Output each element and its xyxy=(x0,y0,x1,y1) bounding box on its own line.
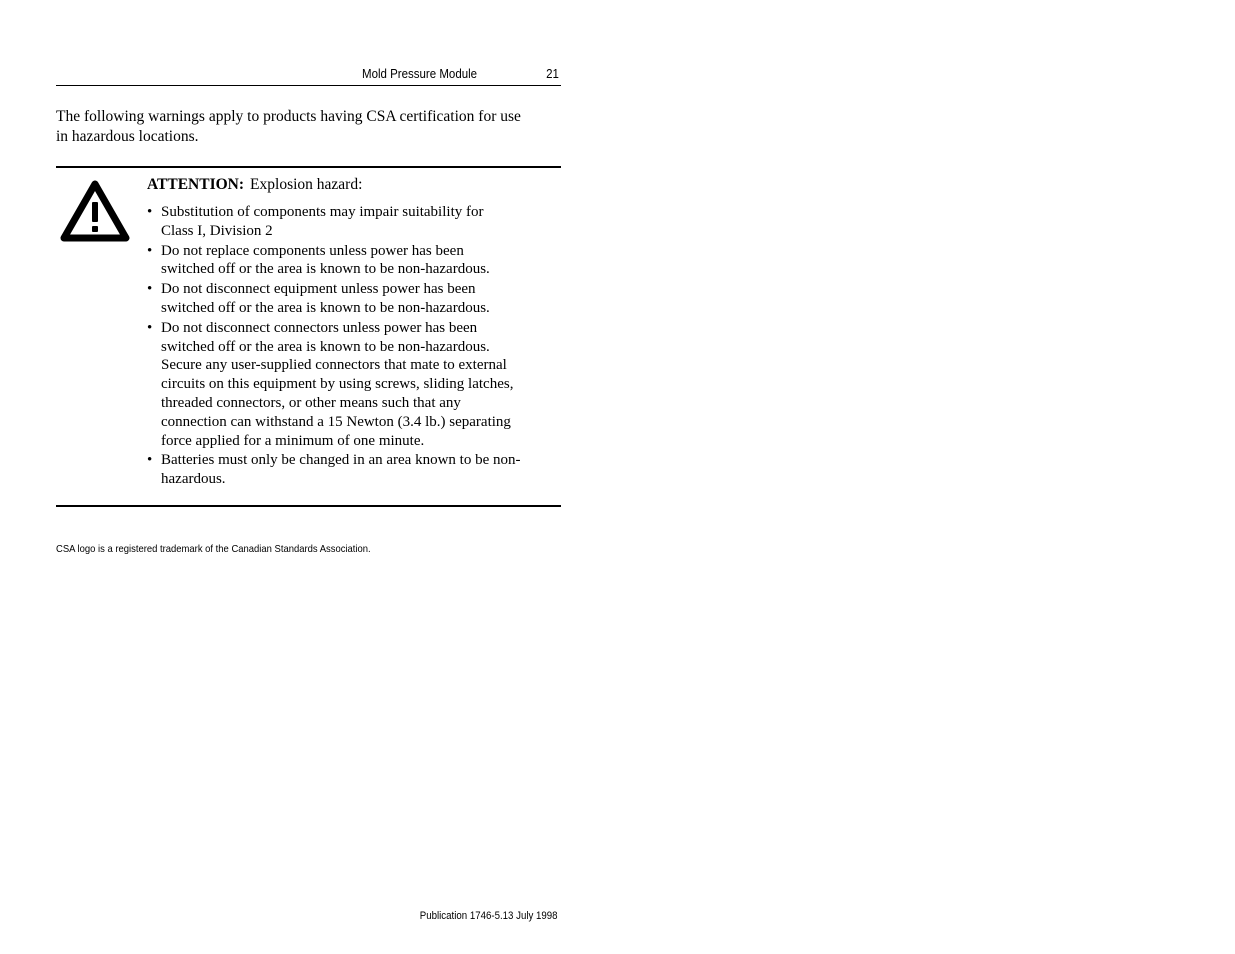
intro-line: in hazardous locations. xyxy=(56,128,199,145)
warning-item xyxy=(147,319,561,451)
warning-item xyxy=(147,280,561,318)
warning-line: hazardous. xyxy=(161,471,226,488)
attention-label: ATTENTION: xyxy=(147,176,245,193)
intro-paragraph xyxy=(56,107,566,147)
publication-info: Publication 1746-5.13 July 1998 xyxy=(420,910,558,922)
warning-line: • Substitution of components may impair suitability for xyxy=(161,204,484,220)
warning-line: force applied for a minimum of one minute. xyxy=(161,432,425,449)
warning-triangle-icon xyxy=(60,176,130,246)
footnote: CSA logo is a registered trademark of the Canadian Standards Association. xyxy=(56,543,371,555)
page-header xyxy=(56,62,561,86)
warning-line: Secure any user-supplied connectors that mate to external xyxy=(161,357,507,374)
warning-line: threaded connectors, or other means such that any xyxy=(161,394,461,411)
warning-line: switched off or the area is known to be non-hazardous. xyxy=(161,261,490,278)
warning-line: connection can withstand a 15 Newton (3.4 lb.) separating xyxy=(161,413,511,430)
attention-title: Explosion hazard: xyxy=(250,176,363,193)
warning-line: • Do not disconnect equipment unless power has been xyxy=(161,281,476,298)
attention-heading xyxy=(147,176,362,194)
intro-line: The following warnings apply to products having CSA certification for use xyxy=(56,108,521,125)
warning-item xyxy=(147,451,561,489)
header-title: Mold Pressure Module xyxy=(361,67,477,81)
warning-line: switched off or the area is known to be non-hazardous. xyxy=(161,299,490,316)
warning-line: • Do not disconnect connectors unless power has been xyxy=(161,319,478,336)
warning-list xyxy=(147,203,561,490)
warning-line: circuits on this equipment by using screws, sliding latches, xyxy=(161,376,514,393)
page-number: 21 xyxy=(546,67,559,81)
warning-item xyxy=(147,203,561,241)
attention-box xyxy=(56,166,561,507)
warning-line: Class I, Division 2 xyxy=(161,222,273,239)
warning-line: • Batteries must only be changed in an area known to be non- xyxy=(161,452,521,469)
warning-line: switched off or the area is known to be non-hazardous. xyxy=(161,338,490,355)
warning-line: • Do not replace components unless power has been xyxy=(161,242,464,259)
warning-item xyxy=(147,242,561,280)
